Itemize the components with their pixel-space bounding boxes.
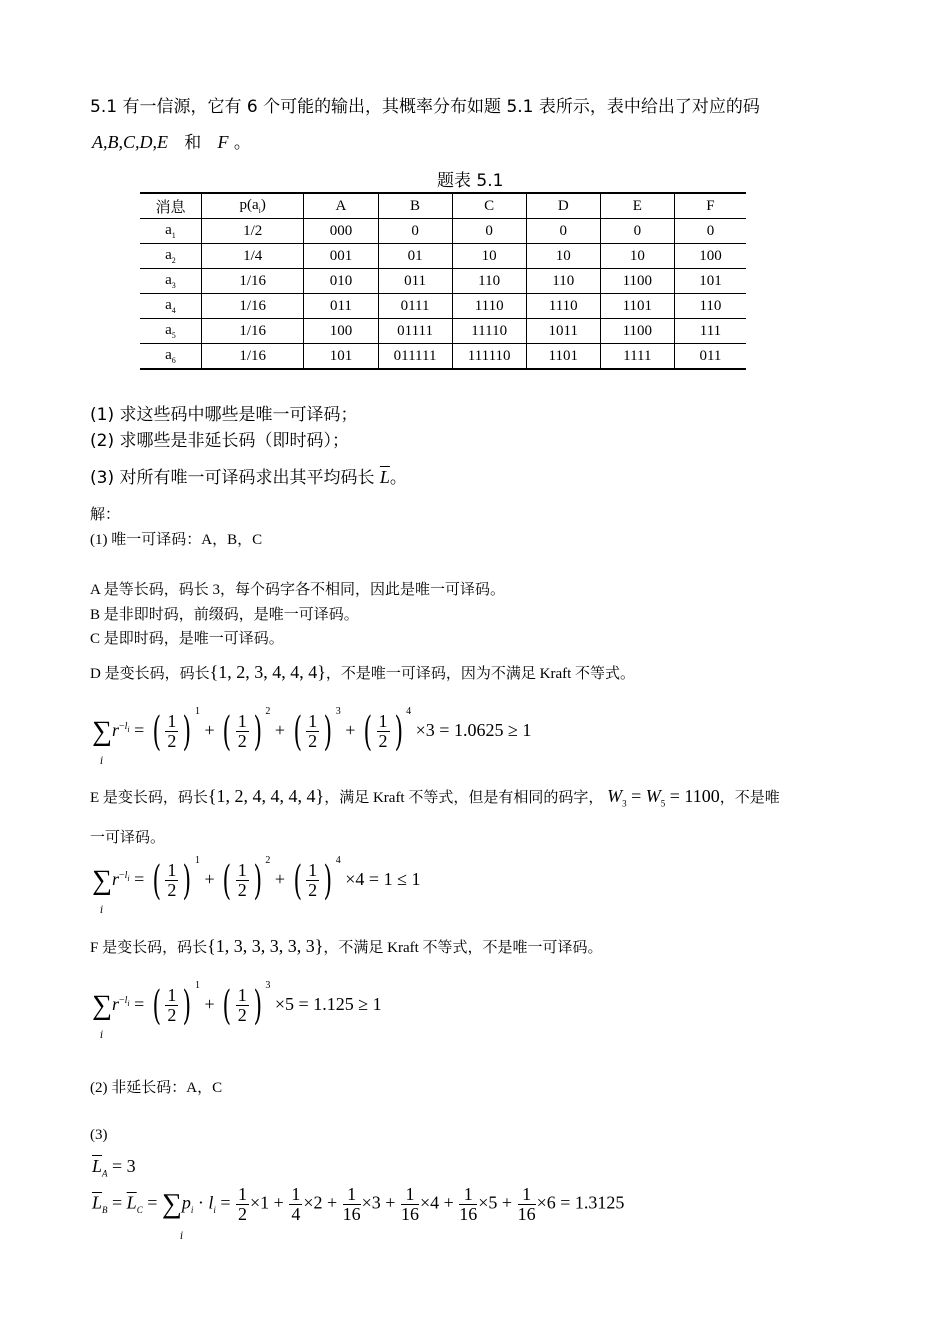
- code-cell: 1110: [452, 294, 526, 319]
- prob-cell: 1/16: [201, 319, 304, 344]
- prob-cell: 1/16: [201, 269, 304, 294]
- table-row: [140, 344, 746, 370]
- code-cell: 0: [526, 219, 600, 244]
- answer-2: (2) 非延长码：A，C: [90, 1080, 223, 1096]
- sum-index: i: [180, 1231, 184, 1242]
- header-c: C: [452, 193, 526, 219]
- code-cell: 011: [304, 294, 378, 319]
- code-cell: 001: [304, 244, 378, 269]
- prob-cell: 1/4: [201, 244, 304, 269]
- question-1: (1) 求这些码中哪些是唯一可译码；: [90, 405, 358, 425]
- msg-cell: $a_5$: [140, 319, 201, 344]
- explain-d: D 是变长码，码长{1, 2, 3, 4, 4, 4}，不是唯一可译码，因为不满足 Kraft 不等式。: [90, 662, 636, 682]
- prob-cell: 1/16: [201, 344, 304, 370]
- table-caption: 题表 5.1: [437, 171, 504, 191]
- header-b: B: [378, 193, 452, 219]
- sum-index: i: [100, 1030, 104, 1041]
- code-cell: 11110: [452, 319, 526, 344]
- code-cell: 0: [452, 219, 526, 244]
- explain-a: A 是等长码，码长 3，每个码字各不相同，因此是唯一可译码。: [90, 582, 506, 598]
- sum-index: i: [100, 905, 104, 916]
- problem-line-2: [92, 128, 251, 153]
- code-cell: 1101: [526, 344, 600, 370]
- code-cell: 10: [526, 244, 600, 269]
- explain-f: F 是变长码，码长{1, 3, 3, 3, 3, 3}，不满足 Kraft 不等式，不是唯一可译码。: [90, 936, 603, 956]
- code-cell: 111: [674, 319, 746, 344]
- code-cell: 1101: [600, 294, 674, 319]
- header-e: E: [600, 193, 674, 219]
- table-row: [140, 319, 746, 344]
- msg-cell: $a_6$: [140, 344, 201, 370]
- code-cell: 011: [674, 344, 746, 370]
- msg-cell: $a_2$: [140, 244, 201, 269]
- header-a: A: [304, 193, 378, 219]
- avg-length-bc: $\overline{L}_B = \overline{L}_C = \sum p_i \cdot l_i$ = $\frac{1}{2}$ ×1 + $\frac{1}{4}$ ×2 + $\frac{1}{16}$ ×3 + $\frac{1}{16}$ ×4 + $\frac{1}{16}$ ×5 + $\frac{1}{16}$ ×6 = 1.3125: [92, 1184, 625, 1224]
- question-2: (2) 求哪些是非延长码（即时码）；: [90, 431, 349, 451]
- explain-e-cont: 一可译码。: [90, 830, 166, 846]
- header-prob: $p(a_i)$: [201, 193, 304, 219]
- code-cell: 0: [600, 219, 674, 244]
- code-table: [140, 192, 746, 370]
- code-cell: 110: [526, 269, 600, 294]
- header-d: D: [526, 193, 600, 219]
- prob-cell: 1/16: [201, 294, 304, 319]
- table-header-row: [140, 193, 746, 219]
- code-cell: 101: [674, 269, 746, 294]
- avg-length-symbol: $\overline{L}$: [379, 467, 390, 487]
- code-cell: 111110: [452, 344, 526, 370]
- code-cell: 0: [674, 219, 746, 244]
- code-cell: 01111: [378, 319, 452, 344]
- header-message: 消息: [140, 193, 201, 219]
- code-cell: 0111: [378, 294, 452, 319]
- code-cell: 010: [304, 269, 378, 294]
- kraft-equation-f: $\sum r^{-l_i}$ = ( $\frac{1}{2}$ ) $^1$ + ( $\frac{1}{2}$ ) $^3$ ×5 = 1.125 ≥ 1: [92, 980, 382, 1029]
- code-cell: 10: [452, 244, 526, 269]
- table-row: [140, 244, 746, 269]
- kraft-equation-d: $\sum r^{-l_i}$ = ( $\frac{1}{2}$ ) $^1$ + ( $\frac{1}{2}$ ) $^2$ + ( $\frac{1}{2}$ ) $^3$ + ( $\frac{1}{2}$ ) $^4$ ×3 = 1.0625 ≥ 1: [92, 706, 532, 755]
- header-f: F: [674, 193, 746, 219]
- question-3: (3) 对所有唯一可译码求出其平均码长 $\overline{L}$。: [90, 467, 407, 488]
- code-cell: 1100: [600, 319, 674, 344]
- code-cell: 100: [304, 319, 378, 344]
- code-cell: 110: [674, 294, 746, 319]
- explain-e: E 是变长码，码长{1, 2, 4, 4, 4, 4}，满足 Kraft 不等式，但是有相同的码字， $W_3 = W_5 = 1100$，不是唯: [90, 786, 780, 809]
- code-cell: 000: [304, 219, 378, 244]
- prob-cell: 1/2: [201, 219, 304, 244]
- problem-line-1: 5.1 有一信源，它有 6 个可能的输出，其概率分布如题 5.1 表所示，表中给出了对应的码: [90, 97, 760, 117]
- table-row: [140, 294, 746, 319]
- msg-cell: $a_1$: [140, 219, 201, 244]
- code-cell: 110: [452, 269, 526, 294]
- table-row: [140, 219, 746, 244]
- code-cell: 011: [378, 269, 452, 294]
- avg-length-a: $\overline{L}_A = 3$: [92, 1156, 136, 1179]
- code-cell: 011111: [378, 344, 452, 370]
- solution-heading: 解：: [90, 507, 121, 523]
- period: 。: [233, 133, 251, 153]
- code-cell: 1100: [600, 269, 674, 294]
- explain-b: B 是非即时码，前缀码，是唯一可译码。: [90, 607, 359, 623]
- explain-c: C 是即时码，是唯一可译码。: [90, 631, 284, 647]
- codes-list: A,B,C,D,E: [92, 132, 168, 152]
- code-cell: 0: [378, 219, 452, 244]
- code-cell: 10: [600, 244, 674, 269]
- code-cell: 1111: [600, 344, 674, 370]
- table-row: [140, 269, 746, 294]
- msg-cell: $a_3$: [140, 269, 201, 294]
- and-word: 和: [184, 133, 202, 153]
- code-cell: 101: [304, 344, 378, 370]
- code-cell: 1110: [526, 294, 600, 319]
- code-cell: 100: [674, 244, 746, 269]
- msg-cell: $a_4$: [140, 294, 201, 319]
- answer-3-label: (3): [90, 1127, 108, 1143]
- code-cell: 01: [378, 244, 452, 269]
- code-f: F: [217, 132, 229, 152]
- code-cell: 1011: [526, 319, 600, 344]
- answer-1: (1) 唯一可译码：A，B，C: [90, 532, 263, 548]
- sum-index: i: [100, 756, 104, 767]
- kraft-equation-e: $\sum r^{-l_i}$ = ( $\frac{1}{2}$ ) $^1$ + ( $\frac{1}{2}$ ) $^2$ + ( $\frac{1}{2}$ ) $^4$ ×4 = 1 ≤ 1: [92, 855, 421, 904]
